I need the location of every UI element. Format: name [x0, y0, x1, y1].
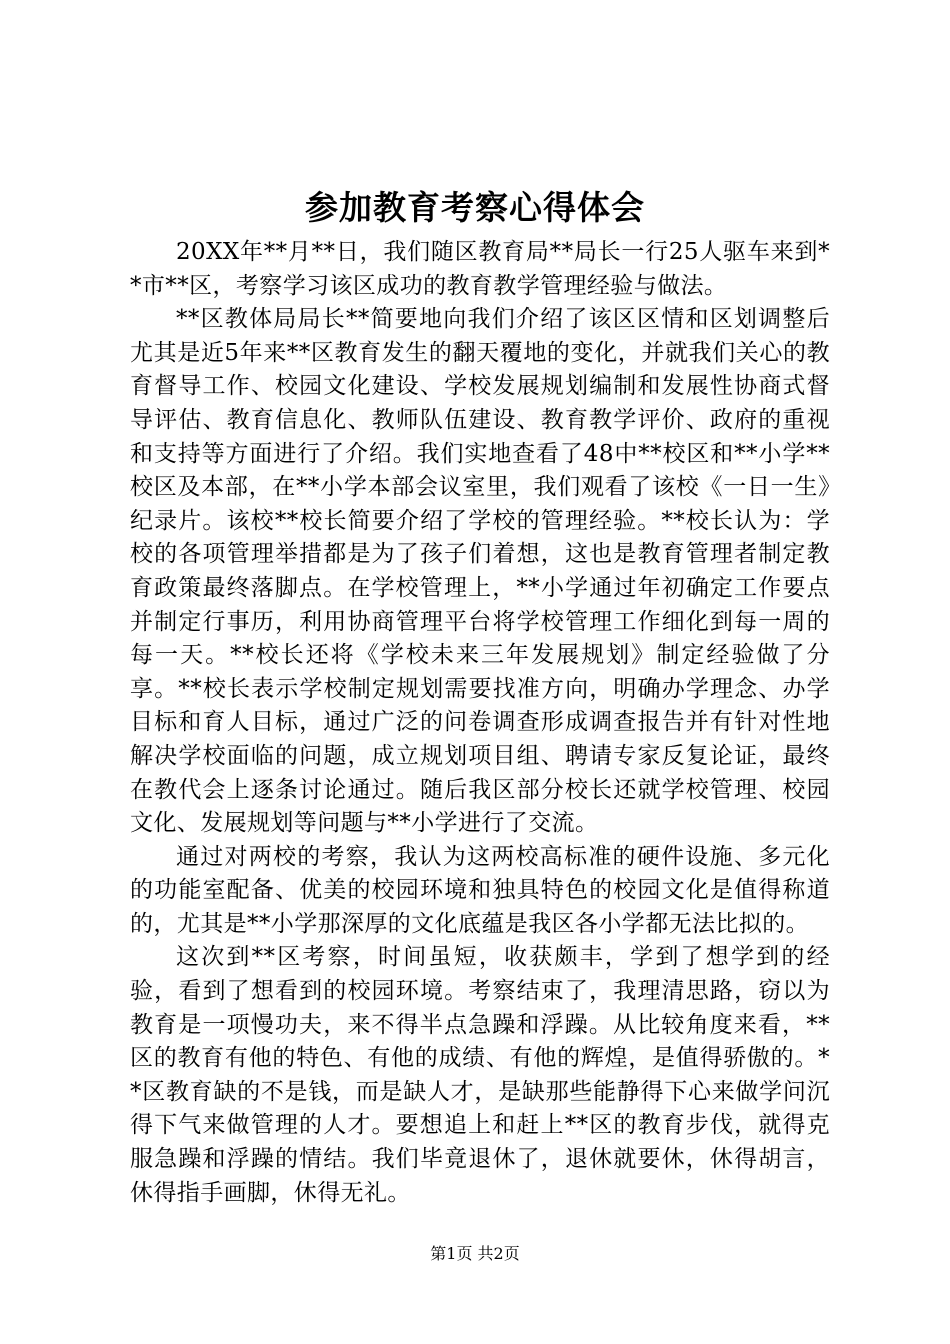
paragraph-conclusion: 这次到**区考察，时间虽短，收获颇丰，学到了想学到的经验，看到了想看到的校园环境。考察结束了，我理清思路，窃以为教育是一项慢功夫，来不得半点急躁和浮躁。从比较角度来看，**区的教育有他的特色、有他的成绩、有他的辉煌，是值得骄傲的。**区教育缺的不是钱，而是缺人才，是缺那些能静得下心来做学问沉得下气来做管理的人才。要想追上和赶上**区的教育步伐，就得克服急躁和浮躁的情结。我们毕竟退休了，退休就要休，休得胡言，休得指手画脚，休得无礼。 — [130, 944, 830, 1206]
document-title: 参加教育考察心得体会 — [305, 188, 645, 227]
paragraph-observation: 通过对两校的考察，我认为这两校高标准的硬件设施、多元化的功能室配备、优美的校园环境和独具特色的校园文化是值得称道的，尤其是**小学那深厚的文化底蕴是我区各小学都无法比拟的。 — [130, 843, 830, 937]
paragraph-intro: 20XX年**月**日，我们随区教育局**局长一行25人驱车来到**市**区，考察学习该区成功的教育教学管理经验与做法。 — [130, 239, 830, 299]
paragraph-introduction-details: **区教体局局长**简要地向我们介绍了该区区情和区划调整后尤其是近5年来**区教育发生的翻天覆地的变化，并就我们关心的教育督导工作、校园文化建设、学校发展规划编制和发展性协商式督导评估、教育信息化、教师队伍建设、教育教学评价、政府的重视和支持等方面进行了介绍。我们实地查看了48中**校区和**小学**校区及本部，在**小学本部会议室里，我们观看了该校《一日一生》纪录片。该校**校长简要介绍了学校的管理经验。**校长认为：学校的各项管理举措都是为了孩子们着想，这也是教育管理者制定教育政策最终落脚点。在学校管理上，**小学通过年初确定工作要点并制定行事历，利用协商管理平台将学校管理工作细化到每一周的每一天。**校长还将《学校未来三年发展规划》制定经验做了分享。**校长表示学校制定规划需要找准方向，明确办学理念、办学目标和育人目标，通过广泛的问卷调查形成调查报告并有针对性地解决学校面临的问题，成立规划项目组、聘请专家反复论证，最终在教代会上逐条讨论通过。随后我区部分校长还就学校管理、校园文化、发展规划等问题与**小学进行了交流。 — [130, 306, 830, 837]
page-footer: 第1页 共2页 — [430, 1244, 520, 1263]
document-body — [130, 236, 830, 1210]
